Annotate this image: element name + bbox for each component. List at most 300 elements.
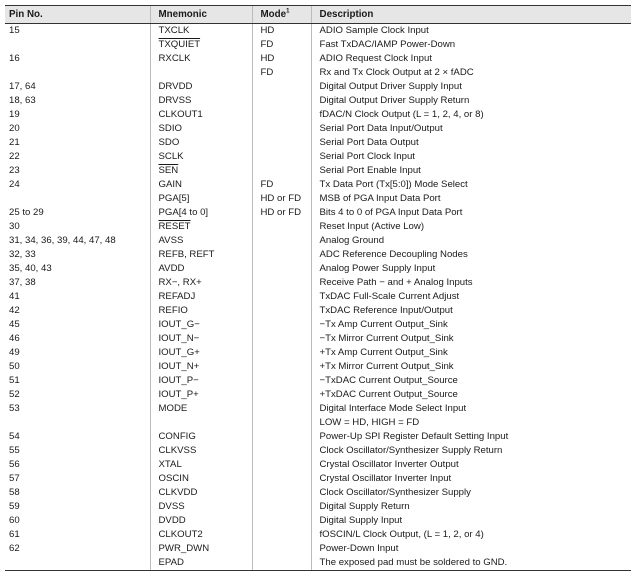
mnemonic-cell [150, 164, 252, 178]
table-row [5, 374, 631, 388]
pin-number-cell [5, 528, 150, 542]
description-cell-text: Digital Output Driver Supply Return [319, 95, 470, 106]
mnemonic-cell [150, 528, 252, 542]
mode-cell [252, 94, 311, 108]
pin-number-cell [5, 430, 150, 444]
mnemonic-cell-text: PGA[4 to 0] [158, 207, 209, 218]
pin-number-cell-text: 55 [9, 445, 20, 456]
description-cell [311, 388, 631, 402]
mnemonic-cell-text: CONFIG [158, 431, 196, 442]
description-cell [311, 150, 631, 164]
description-cell [311, 402, 631, 430]
description-cell-text: Digital Interface Mode Select Input [319, 403, 467, 414]
mnemonic-cell-text: MODE [158, 403, 188, 414]
mode-cell [252, 66, 311, 80]
mnemonic-cell-text: DRVDD [158, 81, 193, 92]
description-cell-text: TxDAC Full-Scale Current Adjust [319, 291, 460, 302]
table-row [5, 486, 631, 500]
description-cell [311, 276, 631, 290]
mnemonic-cell [150, 318, 252, 332]
description-cell [311, 346, 631, 360]
table-header [5, 6, 631, 24]
mnemonic-cell-text: SDO [158, 137, 180, 148]
description-cell [311, 178, 631, 192]
mnemonic-cell-text: OSCIN [158, 473, 189, 484]
mnemonic-cell [150, 38, 252, 52]
mnemonic-cell-text: $\overline{SEN}$ [158, 165, 179, 176]
description-cell-text: TxDAC Reference Input/Output [319, 305, 453, 316]
mode-cell [252, 248, 311, 262]
description-cell [311, 458, 631, 472]
table-row [5, 500, 631, 514]
description-cell-text: Serial Port Clock Input [319, 151, 415, 162]
mnemonic-cell-text: REFB, REFT [158, 249, 215, 260]
mode-cell [252, 234, 311, 248]
pin-number-cell [5, 290, 150, 304]
table-row [5, 388, 631, 402]
mode-cell [252, 80, 311, 94]
mnemonic-cell-text: DVDD [158, 515, 186, 526]
pin-number-cell-text: 19 [9, 109, 20, 120]
mnemonic-cell [150, 192, 252, 206]
pin-number-cell [5, 360, 150, 374]
description-cell [311, 262, 631, 276]
pin-number-cell [5, 332, 150, 346]
description-cell-text: The exposed pad must be soldered to GND. [319, 557, 508, 568]
mnemonic-cell [150, 220, 252, 234]
description-cell-text: −Tx Mirror Current Output_Sink [319, 333, 454, 344]
description-cell-text: +TxDAC Current Output_Source [319, 389, 458, 400]
description-cell-text: Analog Ground [319, 235, 385, 246]
description-cell-text: fOSCIN/L Clock Output, (L = 1, 2, or 4) [319, 529, 484, 540]
pin-number-cell [5, 276, 150, 290]
pin-number-cell [5, 556, 150, 571]
mnemonic-cell [150, 304, 252, 318]
pin-number-cell-text: 45 [9, 319, 20, 330]
mode-cell [252, 122, 311, 136]
pin-function-table [5, 5, 631, 571]
mode-cell [252, 500, 311, 514]
pin-number-cell-text: 57 [9, 473, 20, 484]
mnemonic-cell-text: CLKOUT2 [158, 529, 203, 540]
mode-cell [252, 24, 311, 39]
description-cell [311, 80, 631, 94]
mnemonic-cell-text: IOUT_G+ [158, 347, 200, 358]
table-row [5, 458, 631, 472]
mode-cell [252, 486, 311, 500]
pin-number-cell-text: 49 [9, 347, 20, 358]
description-cell [311, 192, 631, 206]
table-row [5, 318, 631, 332]
mode-cell [252, 374, 311, 388]
pin-number-cell [5, 178, 150, 192]
mnemonic-cell-text: REFIO [158, 305, 188, 316]
mnemonic-cell [150, 402, 252, 430]
mnemonic-cell-text: GAIN [158, 179, 182, 190]
pin-number-cell-text: 62 [9, 543, 20, 554]
description-cell-text: ADC Reference Decoupling Nodes [319, 249, 468, 260]
mnemonic-cell-text: TXCLK [158, 25, 190, 36]
mnemonic-cell-text: CLKVSS [158, 445, 197, 456]
description-cell-text: fDAC/N Clock Output (L = 1, 2, 4, or 8) [319, 109, 484, 120]
mnemonic-cell [150, 500, 252, 514]
description-cell [311, 52, 631, 66]
header-mode-label: Mode [260, 9, 287, 20]
mnemonic-cell-text: CLKOUT1 [158, 109, 203, 120]
description-cell-text: Rx and Tx Clock Output at 2 × fADC [319, 67, 474, 78]
table-row [5, 360, 631, 374]
mnemonic-cell-text: RESET [158, 221, 191, 232]
mnemonic-cell [150, 276, 252, 290]
mnemonic-cell-text: IOUT_N− [158, 333, 200, 344]
pin-number-cell-text: 58 [9, 487, 20, 498]
mnemonic-cell [150, 514, 252, 528]
mode-cell [252, 514, 311, 528]
table-row [5, 402, 631, 430]
pin-number-cell-text: 54 [9, 431, 20, 442]
pin-number-cell [5, 38, 150, 52]
mnemonic-cell-text: CLKVDD [158, 487, 198, 498]
description-cell [311, 318, 631, 332]
mnemonic-cell-text: DVSS [158, 501, 185, 512]
description-cell [311, 220, 631, 234]
pin-function-table-wrapper [5, 5, 631, 571]
mode-cell [252, 318, 311, 332]
table-row [5, 94, 631, 108]
mode-cell [252, 402, 311, 430]
pin-number-cell [5, 318, 150, 332]
mnemonic-cell-text: PWR_DWN [158, 543, 210, 554]
mode-cell [252, 164, 311, 178]
table-row [5, 430, 631, 444]
table-row [5, 122, 631, 136]
pin-number-cell [5, 304, 150, 318]
pin-number-cell [5, 220, 150, 234]
mode-cell [252, 430, 311, 444]
pin-number-cell-text: 23 [9, 165, 20, 176]
pin-number-cell [5, 542, 150, 556]
description-cell-text: Digital Supply Input [319, 515, 403, 526]
description-cell-text: ADIO Request Clock Input [319, 53, 433, 64]
description-cell [311, 430, 631, 444]
mode-cell [252, 332, 311, 346]
description-cell-text: Crystal Oscillator Inverter Input [319, 473, 452, 484]
mnemonic-cell-text: IOUT_P+ [158, 389, 199, 400]
pin-number-cell [5, 248, 150, 262]
mnemonic-cell [150, 388, 252, 402]
pin-number-cell-text: 53 [9, 403, 20, 414]
pin-number-cell-text: 59 [9, 501, 20, 512]
description-cell [311, 332, 631, 346]
table-row [5, 346, 631, 360]
table-row [5, 556, 631, 571]
pin-number-cell [5, 472, 150, 486]
pin-number-cell-text: 25 to 29 [9, 207, 44, 218]
description-cell [311, 556, 631, 571]
mode-cell [252, 290, 311, 304]
description-cell-text: Digital Supply Return [319, 501, 410, 512]
pin-number-cell [5, 206, 150, 220]
mnemonic-cell-text: AVSS [158, 235, 184, 246]
mnemonic-cell [150, 332, 252, 346]
mnemonic-cell-text: AVDD [158, 263, 185, 274]
mode-cell [252, 150, 311, 164]
table-row [5, 248, 631, 262]
description-cell-text: Receive Path − and + Analog Inputs [319, 277, 473, 288]
header-row [5, 6, 631, 24]
description-cell [311, 472, 631, 486]
table-row [5, 234, 631, 248]
mnemonic-cell-text: PGA[5] [158, 193, 190, 204]
mnemonic-cell [150, 206, 252, 220]
table-row [5, 220, 631, 234]
mnemonic-cell-text: DRVSS [158, 95, 192, 106]
description-cell [311, 542, 631, 556]
table-row [5, 276, 631, 290]
description-cell [311, 248, 631, 262]
description-cell [311, 304, 631, 318]
description-cell-text: Reset Input (Active Low) [319, 221, 425, 232]
header-description-label: Description [319, 9, 374, 20]
mnemonic-cell-text: IOUT_P− [158, 375, 199, 386]
table-row [5, 164, 631, 178]
table-row [5, 332, 631, 346]
description-cell-text: Digital Output Driver Supply Input [319, 81, 462, 92]
table-row [5, 178, 631, 192]
table-row [5, 262, 631, 276]
mnemonic-cell [150, 136, 252, 150]
mnemonic-cell [150, 290, 252, 304]
pin-number-cell [5, 514, 150, 528]
mnemonic-cell [150, 262, 252, 276]
description-cell [311, 24, 631, 39]
description-cell-text: Bits 4 to 0 of PGA Input Data Port [319, 207, 463, 218]
mnemonic-cell-text: SCLK [158, 151, 184, 162]
pin-number-cell-text: 60 [9, 515, 20, 526]
pin-number-cell [5, 192, 150, 206]
mnemonic-cell [150, 486, 252, 500]
mode-cell [252, 472, 311, 486]
pin-number-cell [5, 374, 150, 388]
table-row [5, 472, 631, 486]
mode-cell [252, 346, 311, 360]
description-cell [311, 290, 631, 304]
pin-number-cell-text: 18, 63 [9, 95, 36, 106]
description-cell-text: Clock Oscillator/Synthesizer Supply [319, 487, 471, 498]
pin-number-cell [5, 262, 150, 276]
table-row [5, 150, 631, 164]
pin-number-cell-text: 22 [9, 151, 20, 162]
description-cell-second-line: LOW = HD, HIGH = FD [319, 417, 420, 428]
description-cell-text: −TxDAC Current Output_Source [319, 375, 458, 386]
mode-cell [252, 206, 311, 220]
table-row [5, 290, 631, 304]
description-cell-text: Power-Down Input [319, 543, 399, 554]
pin-number-cell [5, 486, 150, 500]
mnemonic-cell-text: IOUT_N+ [158, 361, 200, 372]
description-cell [311, 500, 631, 514]
mnemonic-cell-text: IOUT_G− [158, 319, 200, 330]
pin-number-cell-text: 46 [9, 333, 20, 344]
table-row [5, 528, 631, 542]
description-cell [311, 444, 631, 458]
table-row [5, 514, 631, 528]
table-row [5, 206, 631, 220]
pin-number-cell [5, 164, 150, 178]
mode-cell-text: HD or FD [260, 207, 302, 218]
description-cell [311, 528, 631, 542]
mnemonic-cell-text: RXCLK [158, 53, 191, 64]
mode-cell [252, 38, 311, 52]
mnemonic-cell [150, 248, 252, 262]
table-row [5, 52, 631, 66]
table-row [5, 24, 631, 39]
pin-number-cell-text: 30 [9, 221, 20, 232]
pin-number-cell [5, 80, 150, 94]
description-cell-text: MSB of PGA Input Data Port [319, 193, 441, 204]
description-cell-text: +Tx Amp Current Output_Sink [319, 347, 448, 358]
description-cell [311, 206, 631, 220]
mode-cell-text: HD [260, 25, 275, 36]
description-cell [311, 122, 631, 136]
pin-number-cell-text: 24 [9, 179, 20, 190]
mnemonic-cell [150, 150, 252, 164]
mnemonic-cell [150, 66, 252, 80]
mode-cell [252, 192, 311, 206]
description-cell-text: Clock Oscillator/Synthesizer Supply Return [319, 445, 503, 456]
description-cell-text: Serial Port Data Input/Output [319, 123, 443, 134]
pin-number-cell [5, 108, 150, 122]
mnemonic-cell [150, 94, 252, 108]
pin-number-cell [5, 24, 150, 39]
table-row [5, 542, 631, 556]
table-row [5, 38, 631, 52]
description-cell-text: ADIO Sample Clock Input [319, 25, 429, 36]
mnemonic-cell [150, 234, 252, 248]
pin-number-cell [5, 402, 150, 430]
mnemonic-cell [150, 52, 252, 66]
mnemonic-cell [150, 444, 252, 458]
description-cell [311, 94, 631, 108]
mnemonic-cell [150, 542, 252, 556]
description-cell [311, 136, 631, 150]
mnemonic-cell [150, 346, 252, 360]
mode-cell [252, 262, 311, 276]
mnemonic-cell [150, 122, 252, 136]
mode-cell-text: HD or FD [260, 193, 302, 204]
description-cell [311, 66, 631, 80]
table-body [5, 24, 631, 571]
pin-number-cell [5, 500, 150, 514]
mnemonic-cell [150, 24, 252, 39]
header-pin-no [5, 6, 150, 24]
pin-number-cell-text: 32, 33 [9, 249, 36, 260]
header-pin-no-label: Pin No. [9, 9, 43, 20]
mnemonic-cell [150, 430, 252, 444]
mnemonic-cell-text: REFADJ [158, 291, 196, 302]
mnemonic-cell-text: RX−, RX+ [158, 277, 202, 288]
description-cell-text: Serial Port Data Output [319, 137, 419, 148]
pin-number-cell-text: 20 [9, 123, 20, 134]
pin-number-cell [5, 122, 150, 136]
table-row [5, 66, 631, 80]
mode-cell [252, 108, 311, 122]
table-row [5, 80, 631, 94]
pin-number-cell-text: 42 [9, 305, 20, 316]
description-cell [311, 374, 631, 388]
pin-number-cell [5, 234, 150, 248]
mode-cell [252, 52, 311, 66]
mode-cell [252, 360, 311, 374]
mode-cell [252, 304, 311, 318]
mode-footnote-marker: 1 [286, 8, 290, 15]
mnemonic-cell [150, 374, 252, 388]
pin-number-cell-text: 31, 34, 36, 39, 44, 47, 48 [9, 235, 116, 246]
pin-number-cell-text: 16 [9, 53, 20, 64]
mode-cell [252, 542, 311, 556]
mode-cell [252, 528, 311, 542]
mode-cell [252, 178, 311, 192]
mnemonic-cell [150, 472, 252, 486]
description-cell [311, 234, 631, 248]
pin-number-cell [5, 52, 150, 66]
header-description [311, 6, 631, 24]
description-cell-text: Crystal Oscillator Inverter Output [319, 459, 459, 470]
pin-number-cell-text: 21 [9, 137, 20, 148]
pin-number-cell [5, 66, 150, 80]
mode-cell [252, 556, 311, 571]
mnemonic-cell [150, 178, 252, 192]
description-cell [311, 486, 631, 500]
mode-cell-text: HD [260, 53, 275, 64]
mnemonic-cell [150, 458, 252, 472]
description-cell [311, 514, 631, 528]
pin-number-cell [5, 458, 150, 472]
table-row [5, 444, 631, 458]
pin-number-cell [5, 346, 150, 360]
pin-number-cell-text: 35, 40, 43 [9, 263, 52, 274]
pin-number-cell-text: 15 [9, 25, 20, 36]
pin-number-cell-text: 52 [9, 389, 20, 400]
mode-cell [252, 388, 311, 402]
header-mode [252, 6, 311, 24]
description-cell-text: −Tx Amp Current Output_Sink [319, 319, 448, 330]
mode-cell [252, 276, 311, 290]
pin-number-cell-text: 51 [9, 375, 20, 386]
description-cell-text: Fast TxDAC/IAMP Power-Down [319, 39, 456, 50]
description-cell-text: Tx Data Port (Tx[5:0]) Mode Select [319, 179, 468, 190]
description-cell [311, 360, 631, 374]
description-cell-text: Serial Port Enable Input [319, 165, 421, 176]
mode-cell [252, 458, 311, 472]
pin-number-cell-text: 61 [9, 529, 20, 540]
pin-number-cell-text: 41 [9, 291, 20, 302]
mode-cell [252, 136, 311, 150]
mode-cell-text: FD [260, 39, 274, 50]
mode-cell-text: FD [260, 67, 274, 78]
description-cell [311, 38, 631, 52]
mnemonic-cell-text: SDIO [158, 123, 182, 134]
table-row [5, 108, 631, 122]
mnemonic-cell [150, 108, 252, 122]
description-cell-text: Power-Up SPI Register Default Setting Input [319, 431, 509, 442]
pin-number-cell [5, 94, 150, 108]
description-cell [311, 108, 631, 122]
mnemonic-cell-text: EPAD [158, 557, 184, 568]
table-row [5, 304, 631, 318]
header-mnemonic [150, 6, 252, 24]
table-row [5, 136, 631, 150]
